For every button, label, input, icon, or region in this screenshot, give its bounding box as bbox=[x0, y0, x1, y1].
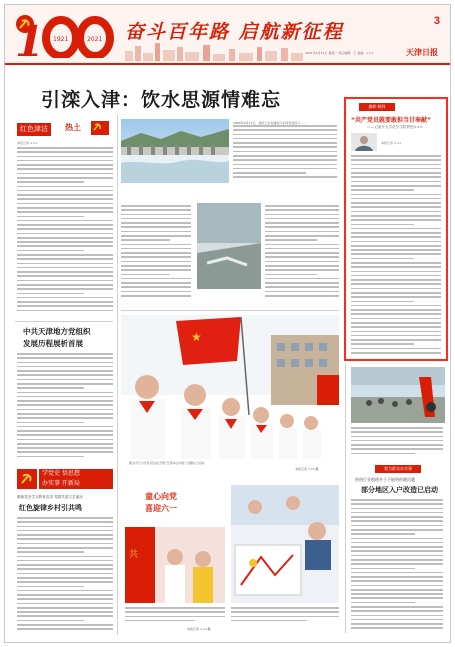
page-number: 3 bbox=[433, 15, 440, 27]
photo-story-caption: 图为今日少先队员们在开展“红领巾心向党”主题队日活动。 bbox=[129, 461, 208, 465]
date-line: 2021年5月31日 星期一 责任编辑：王 美编：××× bbox=[305, 51, 374, 55]
svg-text:1: 1 bbox=[15, 17, 45, 58]
bottom-right-kicker: 我为群众办实事 bbox=[375, 465, 421, 473]
study-badge bbox=[39, 469, 113, 489]
flag-star-icon: ★ bbox=[191, 330, 202, 344]
svg-text:1921: 1921 bbox=[53, 36, 69, 43]
masthead-title: 奋斗百年路 启航新征程 bbox=[125, 21, 344, 43]
sidebar-subtitle: ——记南开大学化学学院教授××× bbox=[367, 125, 423, 129]
cyclists-photo bbox=[351, 367, 445, 423]
study-badge-line2: 办实事 开新局 bbox=[42, 480, 80, 487]
child-story-credit: 本报记者 ×××摄 bbox=[187, 627, 211, 631]
sidebar-portrait-photo bbox=[351, 133, 377, 151]
bottom-right-subhead: 供热行业梳理并于不能明供暖问题 bbox=[355, 477, 415, 482]
top-caption: 1983年9月11日，滦河之水自潘家口水库奔流而下…… bbox=[233, 121, 307, 125]
left-feature-headline-line2: 发展历程展析首展 bbox=[23, 339, 83, 348]
sidebar-title: “共产党员就要敢担当甘奉献” bbox=[351, 117, 431, 124]
children-drawing-photo bbox=[231, 485, 339, 603]
newspaper-page bbox=[4, 4, 451, 643]
photo-story-credit: 本报记者 ×××摄 bbox=[295, 467, 319, 471]
lead-body-col1 bbox=[17, 147, 113, 315]
lead-body-col3 bbox=[265, 205, 339, 305]
lead-body-col2 bbox=[121, 205, 191, 305]
child-story-title-line1: 童心向党 bbox=[145, 492, 177, 501]
sidebar-body bbox=[351, 155, 441, 355]
study-badge-line1: 学党史 悟思想 bbox=[42, 470, 80, 477]
lead-headline: 引滦入津：饮水思源情难忘 bbox=[41, 89, 282, 111]
paper-logo: 天津日报 bbox=[406, 47, 438, 57]
party-emblem-icon bbox=[17, 469, 37, 489]
party-flag-icon bbox=[91, 121, 109, 135]
centenary-100-logo bbox=[13, 10, 117, 58]
city-skyline-illustration bbox=[125, 41, 305, 61]
bottom-right-body bbox=[351, 499, 443, 635]
column-tag: 红色津沽 bbox=[17, 123, 51, 136]
left-feature-body bbox=[17, 353, 113, 463]
dam-photo-2 bbox=[197, 203, 261, 289]
sidebar-kicker: 旗帜·榜样 bbox=[359, 103, 395, 111]
left-feature-headline-line1: 中共天津地方党组织 bbox=[23, 327, 91, 336]
children-caption-2 bbox=[231, 607, 339, 633]
svg-text:共: 共 bbox=[129, 550, 139, 560]
dam-caption-text bbox=[233, 121, 337, 181]
sidebar-byline: 本报记者 ××× bbox=[381, 141, 402, 145]
left-bottom-body bbox=[17, 517, 113, 635]
lead-byline: 本报记者 ××× bbox=[17, 141, 38, 145]
svg-text:2021: 2021 bbox=[87, 36, 103, 43]
bottom-right-headline: 部分地区入户改造已启动 bbox=[361, 486, 438, 494]
left-bottom-headline: 红色旋律乡村引共鸣 bbox=[19, 504, 82, 512]
masthead bbox=[5, 5, 450, 65]
left-bottom-kicker: 做新党史学习教育宣讲 党群共建文艺盛况 bbox=[17, 495, 83, 499]
children-performance-photo bbox=[125, 527, 225, 603]
column-tag-secondary: 热土 bbox=[65, 123, 81, 132]
dam-photo bbox=[121, 119, 229, 183]
child-story-title-line2: 喜迎六一 bbox=[145, 504, 177, 513]
young-pioneers-photo bbox=[121, 315, 339, 459]
cyclists-caption bbox=[351, 427, 443, 461]
